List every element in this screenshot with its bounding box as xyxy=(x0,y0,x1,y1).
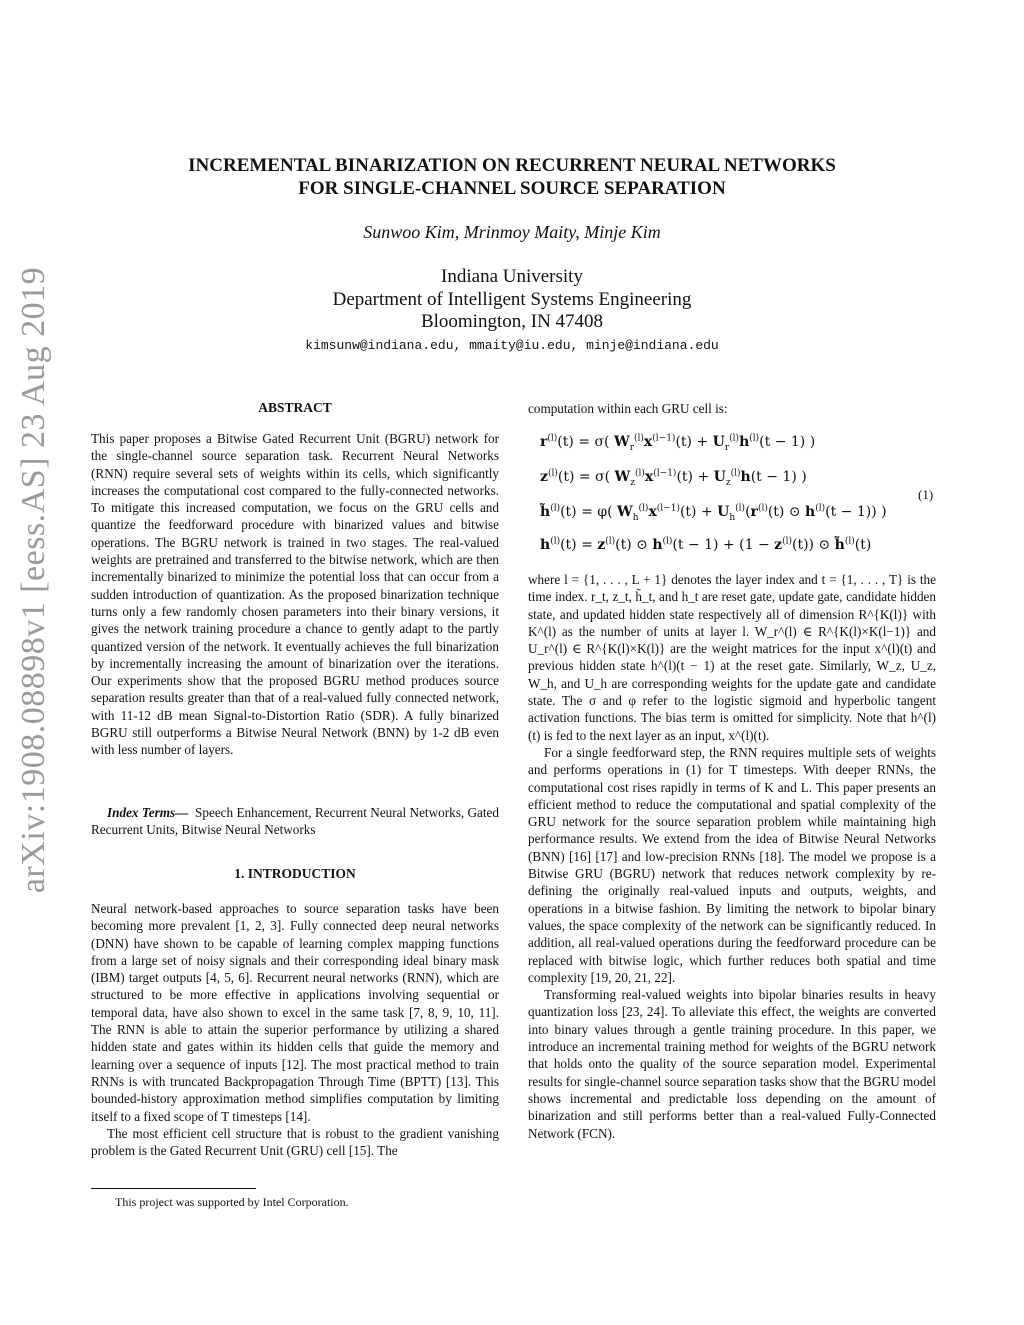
affiliation xyxy=(120,266,904,334)
equation-candidate-state: h̃$^{(l)}$(t) = φ( $W_h^{(l)}x^{(l-1)}(t) + U_h^{(l)}(r^{(l)}(t)$ ⊙ $h^{(l)}(t - 1)$) ) xyxy=(540,503,887,523)
equation-lead-text: computation within each GRU cell is: xyxy=(528,401,728,416)
equation-number: (1) xyxy=(918,487,934,502)
author-emails: kimsunw@indiana.edu, mmaity@iu.edu, minje@indiana.edu xyxy=(305,338,719,353)
index-terms-text: Speech Enhancement, Recurrent Neural Networks, Gated Recurrent Units, Bitwise Neural Networks xyxy=(91,805,499,838)
equation-reset-gate: $r^{(l)}(t) = \sigma$( $W_r^{(l)}x^{(l-1)}(t) + U_r^{(l)}h^{(l)}(t - 1)$ ) xyxy=(540,433,816,453)
footnote-rule xyxy=(91,1188,256,1189)
abstract-heading: ABSTRACT xyxy=(258,400,332,415)
affiliation-department: Department of Intelligent Systems Engineering xyxy=(332,288,692,310)
index-terms-label: Index Terms— xyxy=(107,805,189,820)
title-line-1: INCREMENTAL BINARIZATION ON RECURRENT NEURAL NETWORKS xyxy=(188,155,836,176)
arxiv-stamp xyxy=(6,230,62,930)
intro-paragraph-2: The most efficient cell structure that is robust to the gradient vanishing problem is the Gated Recurrent Unit (GRU) cell [15]. The xyxy=(91,1125,499,1159)
equation-lead xyxy=(528,400,936,417)
intro-body xyxy=(91,900,499,1159)
intro-paragraph-1: Neural network-based approaches to source separation tasks have been becoming more prevalent [1, 2, 3]. Fully connected deep neural networks (DNN) have shown to be capable of learning complex mapping functions from a large set of noisy signals and their corresponding ideal binary mask (IBM) target outputs [4, 5, 6]. Recurrent neural networks (RNN), which are structured to be more effective in applications involving sequential or temporal data, have also shown to excel in the same task [7, 8, 9, 10, 11]. The RNN is able to attain the superior performance by utilizing a shared hidden state and gates within its hidden cells that guide the memory and learning over a sequence of inputs [12]. The most practical method to train RNNs is with truncated Backpropagation Through Time (BPTT) [13]. This bounded-history approximation method simplifies computation by limiting itself to a fixed scope of T timesteps [14]. xyxy=(91,901,499,1124)
abstract-text: This paper proposes a Bitwise Gated Recurrent Unit (BGRU) network for the single-channel source separation task. Recurrent Neural Networks (RNN) require several sets of weights within its cells, which significantly increases the computational cost compared to the fully-connected networks. To mitigate this increased computation, we focus on the GRU cells and quantize the feedforward procedure with binarized values and bitwise operations. The BGRU network is trained in two stages. The real-valued weights are pretrained and transferred to the bitwise network, which are then incrementally binarized to minimize the potential loss that can occur from a sudden introduction of quantization. As the proposed binarization technique turns only a few randomly chosen parameters into their binary versions, it gives the network training procedure a chance to gently adapt to the partly quantized version of the network. It eventually achieves the full binarization by incrementally increasing the amount of binarization over the iterations. Our experiments show that the proposed BGRU method produces source separation results greater than that of a real-valued fully connected network, with 11-12 dB mean Signal-to-Distortion Ratio (SDR). A fully binarized BGRU still outperforms a Bitwise Neural Network (BNN) by 1-2 dB even with less number of layers. xyxy=(91,431,499,758)
equation-update-gate: $z^{(l)}(t) = \sigma$( $W_z^{(l)}x^{(l-1)}(t) + U_z^{(l)}h(t - 1)$ ) xyxy=(540,468,807,488)
right-body xyxy=(528,571,936,1142)
abstract-body xyxy=(91,430,499,759)
equation-explanation: where l = {1, . . . , L + 1} denotes the layer index and t = {1, . . . , T} is the time index. r_t, z_t, h̃_t, and h_t are reset gate, update gate, candidate hidden state, and updated hidden state respectively all of dimension R^{K(l)} with K^(l) as the number of units at layer l. W_r^(l) ∈ R^{K(l)×K(l−1)} and U_r^(l) ∈ R^{K(l)×K(l)} are the weight matrices for the input x^(l)(t) and previous hidden state h^(l)(t − 1) at the reset gate. Similarly, W_z, U_z, W_h, and U_h are corresponding weights for the update gate and candidate state. The σ and φ refer to the logistic sigmoid and hyperbolic tangent activation functions. The bias term is omitted for simplicity. Note that h^(l)(t) is fed to the next layer as an input, x^(l)(t). xyxy=(528,572,936,743)
right-paragraph-3: Transforming real-valued weights into bipolar binaries results in heavy quantization loss [23, 24]. To alleviate this effect, the weights are converted into binary values through a gentle training procedure. In this paper, we introduce an incremental training method for weights of the BGRU network that holds onto the quality of the source separation model. Experimental results for single-channel source separation tasks show that the BGRU model shows incremental and predictable loss depending on the amount of binarization and still performs better than a real-valued Fully-Connected Network (FCN). xyxy=(528,987,936,1141)
affiliation-location: Bloomington, IN 47408 xyxy=(420,311,604,332)
arxiv-stamp-text: arXiv:1908.08898v1 [eess.AS] 23 Aug 2019 xyxy=(15,266,52,894)
equation-hidden-state: $h^{(l)}(t) = z^{(l)}(t)$ ⊙ $h^{(l)}(t - 1) + (1 - z^{(l)}(t))$ ⊙ h̃$^{(l)}$(t) xyxy=(540,536,872,553)
paper-title xyxy=(120,154,904,200)
affiliation-university: Indiana University xyxy=(441,266,583,287)
author-list: Sunwoo Kim, Mrinmoy Maity, Minje Kim xyxy=(363,222,661,242)
index-terms xyxy=(91,804,499,839)
intro-heading: 1. INTRODUCTION xyxy=(234,866,356,881)
title-line-2: FOR SINGLE-CHANNEL SOURCE SEPARATION xyxy=(298,178,726,199)
footnote: This project was supported by Intel Corporation. xyxy=(115,1195,349,1209)
right-paragraph-2: For a single feedforward step, the RNN requires multiple sets of weights and performs operations in (1) for T timesteps. With deeper RNNs, the computational cost rises rapidly in terms of K and L. This paper presents an efficient method to reduce the computational and spatial complexity of the GRU network for the source separation problem while maintaining high performance results. We extend from the idea of Bitwise Neural Networks (BNN) [16] [17] and low-precision RNNs [18]. The model we propose is a Bitwise GRU (BGRU) network that reduces network complexity by re-defining the originally real-valued inputs and outputs, weights, and operations in a bitwise fashion. By limiting the network to bipolar binary values, the space complexity of the network can be significantly reduced. In addition, all real-valued operations during the feedforward procedure can be replaced with bitwise logic, which further reduces both spatial and time complexity [19, 20, 21, 22]. xyxy=(528,744,936,985)
